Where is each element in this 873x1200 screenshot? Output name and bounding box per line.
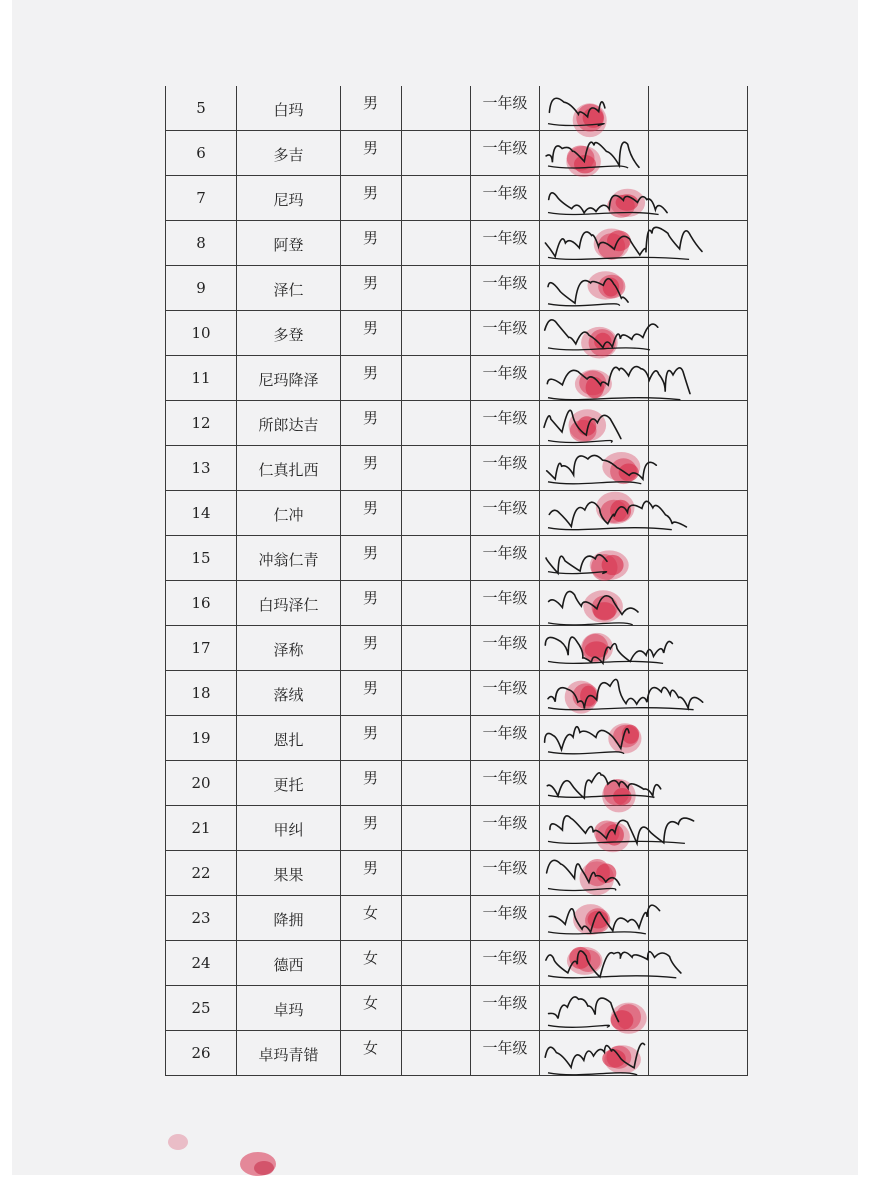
row-number-cell (166, 491, 237, 536)
student-name-cell (237, 176, 341, 221)
row-number-cell (166, 536, 237, 581)
table-row (166, 221, 748, 266)
gender-cell (341, 311, 402, 356)
grade-level: 一年级 (482, 229, 528, 247)
row-number-cell (166, 986, 237, 1031)
gender-cell (341, 671, 402, 716)
grade-level: 一年级 (482, 499, 528, 517)
gender: 男 (363, 409, 379, 427)
signature-cell (540, 671, 649, 716)
empty-cell (649, 86, 748, 131)
row-number-cell (166, 716, 237, 761)
row-number-cell (166, 446, 237, 491)
student-name: 多吉 (273, 146, 304, 164)
empty-cell (402, 581, 471, 626)
grade-cell (471, 266, 540, 311)
gender: 男 (363, 634, 379, 652)
signature-cell (540, 131, 649, 176)
empty-cell (402, 446, 471, 491)
grade-level: 一年级 (482, 454, 528, 472)
grade-cell (471, 311, 540, 356)
signature-cell (540, 446, 649, 491)
student-roster-table (165, 86, 748, 1076)
grade-cell (471, 581, 540, 626)
table-row (166, 446, 748, 491)
signature-cell (540, 896, 649, 941)
row-number-cell (166, 581, 237, 626)
gender-cell (341, 446, 402, 491)
student-name-cell (237, 941, 341, 986)
student-name-cell (237, 401, 341, 446)
signature-cell (540, 491, 649, 536)
student-name: 泽称 (273, 641, 304, 659)
empty-cell (402, 626, 471, 671)
gender-cell (341, 266, 402, 311)
row-number-cell (166, 1031, 237, 1076)
row-number-cell (166, 176, 237, 221)
grade-level: 一年级 (482, 859, 528, 877)
signature-cell (540, 86, 649, 131)
empty-cell (402, 311, 471, 356)
gender: 男 (363, 184, 379, 202)
grade-cell (471, 986, 540, 1031)
grade-level: 一年级 (482, 274, 528, 292)
student-name-cell (237, 86, 341, 131)
empty-cell (649, 401, 748, 446)
empty-cell (649, 1031, 748, 1076)
gender-cell (341, 356, 402, 401)
gender-cell (341, 581, 402, 626)
grade-level: 一年级 (482, 364, 528, 382)
student-name-cell (237, 131, 341, 176)
empty-cell (402, 1031, 471, 1076)
grade-level: 一年级 (482, 814, 528, 832)
empty-cell (649, 716, 748, 761)
empty-cell (649, 221, 748, 266)
student-name-cell (237, 626, 341, 671)
row-number-cell (166, 356, 237, 401)
gender-cell (341, 626, 402, 671)
row-number: 16 (191, 594, 211, 612)
row-number: 12 (191, 414, 211, 432)
row-number: 22 (191, 864, 211, 882)
gender: 男 (363, 544, 379, 562)
empty-cell (649, 671, 748, 716)
student-name-cell (237, 491, 341, 536)
grade-level: 一年级 (482, 994, 528, 1012)
empty-cell (402, 491, 471, 536)
row-number: 9 (196, 279, 206, 297)
student-name-cell (237, 896, 341, 941)
table-row (166, 401, 748, 446)
student-name: 阿登 (273, 236, 304, 254)
gender: 男 (363, 679, 379, 697)
gender: 男 (363, 364, 379, 382)
gender: 男 (363, 229, 379, 247)
roster-body (166, 86, 748, 1076)
grade-level: 一年级 (482, 904, 528, 922)
signature-cell (540, 266, 649, 311)
empty-cell (649, 806, 748, 851)
student-name: 落绒 (273, 686, 304, 704)
gender-cell (341, 1031, 402, 1076)
row-number: 19 (191, 729, 211, 747)
gender: 女 (363, 994, 379, 1012)
table-row (166, 536, 748, 581)
student-name-cell (237, 716, 341, 761)
student-name: 尼玛 (273, 191, 304, 209)
empty-cell (649, 536, 748, 581)
signature-cell (540, 1031, 649, 1076)
grade-cell (471, 851, 540, 896)
grade-cell (471, 761, 540, 806)
table-row (166, 581, 748, 626)
student-name: 仁冲 (273, 506, 304, 524)
empty-cell (649, 356, 748, 401)
grade-level: 一年级 (482, 544, 528, 562)
table-row (166, 266, 748, 311)
empty-cell (649, 131, 748, 176)
student-name-cell (237, 311, 341, 356)
row-number-cell (166, 131, 237, 176)
row-number-cell (166, 266, 237, 311)
student-name-cell (237, 761, 341, 806)
empty-cell (649, 266, 748, 311)
signature-cell (540, 806, 649, 851)
gender: 男 (363, 319, 379, 337)
row-number: 20 (191, 774, 211, 792)
row-number-cell (166, 941, 237, 986)
gender-cell (341, 221, 402, 266)
row-number: 17 (191, 639, 211, 657)
row-number: 6 (196, 144, 206, 162)
student-name-cell (237, 221, 341, 266)
grade-level: 一年级 (482, 409, 528, 427)
row-number: 14 (191, 504, 211, 522)
empty-cell (402, 131, 471, 176)
grade-cell (471, 941, 540, 986)
row-number: 21 (191, 819, 211, 837)
row-number-cell (166, 896, 237, 941)
empty-cell (649, 446, 748, 491)
gender-cell (341, 491, 402, 536)
table-row (166, 896, 748, 941)
empty-cell (649, 896, 748, 941)
grade-cell (471, 176, 540, 221)
student-name: 恩扎 (273, 731, 304, 749)
empty-cell (402, 401, 471, 446)
row-number-cell (166, 851, 237, 896)
signature-cell (540, 986, 649, 1031)
student-name-cell (237, 851, 341, 896)
student-name: 降拥 (273, 911, 304, 929)
table-row (166, 356, 748, 401)
student-name-cell (237, 536, 341, 581)
empty-cell (402, 266, 471, 311)
empty-cell (649, 491, 748, 536)
student-name-cell (237, 581, 341, 626)
empty-cell (649, 851, 748, 896)
gender-cell (341, 131, 402, 176)
row-number-cell (166, 761, 237, 806)
row-number: 25 (191, 999, 211, 1017)
row-number-cell (166, 311, 237, 356)
grade-level: 一年级 (482, 679, 528, 697)
grade-cell (471, 86, 540, 131)
grade-cell (471, 491, 540, 536)
row-number-cell (166, 806, 237, 851)
student-name-cell (237, 266, 341, 311)
grade-level: 一年级 (482, 319, 528, 337)
row-number-cell (166, 401, 237, 446)
empty-cell (649, 311, 748, 356)
grade-cell (471, 131, 540, 176)
row-number: 23 (191, 909, 211, 927)
table-row (166, 626, 748, 671)
student-name: 仁真扎西 (258, 461, 319, 479)
grade-cell (471, 221, 540, 266)
table-row (166, 806, 748, 851)
gender: 女 (363, 949, 379, 967)
grade-cell (471, 626, 540, 671)
signature-cell (540, 716, 649, 761)
gender-cell (341, 716, 402, 761)
grade-level: 一年级 (482, 184, 528, 202)
student-name: 卓玛青错 (258, 1046, 319, 1064)
student-name: 德西 (273, 956, 304, 974)
gender: 男 (363, 454, 379, 472)
empty-cell (402, 86, 471, 131)
table-row (166, 131, 748, 176)
row-number-cell (166, 671, 237, 716)
grade-level: 一年级 (482, 1039, 528, 1057)
grade-level: 一年级 (482, 139, 528, 157)
gender: 女 (363, 904, 379, 922)
empty-cell (649, 581, 748, 626)
empty-cell (649, 941, 748, 986)
table-row (166, 671, 748, 716)
empty-cell (649, 626, 748, 671)
table-row (166, 491, 748, 536)
row-number: 26 (191, 1044, 211, 1062)
student-name-cell (237, 446, 341, 491)
gender-cell (341, 86, 402, 131)
table-row (166, 1031, 748, 1076)
grade-level: 一年级 (482, 589, 528, 607)
gender-cell (341, 851, 402, 896)
signature-cell (540, 311, 649, 356)
student-name: 白玛 (273, 101, 304, 119)
table-row (166, 86, 748, 131)
gender-cell (341, 176, 402, 221)
gender-cell (341, 986, 402, 1031)
gender: 男 (363, 814, 379, 832)
student-name: 卓玛 (273, 1001, 304, 1019)
signature-cell (540, 221, 649, 266)
gender: 男 (363, 139, 379, 157)
row-number: 8 (196, 234, 206, 252)
student-name-cell (237, 1031, 341, 1076)
student-name: 果果 (273, 866, 304, 884)
row-number: 15 (191, 549, 211, 567)
empty-cell (402, 356, 471, 401)
table-row (166, 716, 748, 761)
grade-level: 一年级 (482, 94, 528, 112)
gender: 男 (363, 724, 379, 742)
empty-cell (402, 761, 471, 806)
empty-cell (402, 851, 471, 896)
empty-cell (402, 671, 471, 716)
grade-cell (471, 446, 540, 491)
row-number-cell (166, 626, 237, 671)
grade-cell (471, 356, 540, 401)
empty-cell (402, 896, 471, 941)
grade-cell (471, 1031, 540, 1076)
grade-level: 一年级 (482, 949, 528, 967)
grade-cell (471, 806, 540, 851)
row-number-cell (166, 221, 237, 266)
gender-cell (341, 536, 402, 581)
stray-thumbprint-smudge (160, 1128, 290, 1183)
grade-cell (471, 671, 540, 716)
student-name: 更托 (273, 776, 304, 794)
gender: 男 (363, 769, 379, 787)
empty-cell (402, 716, 471, 761)
row-number: 13 (191, 459, 211, 477)
table-row (166, 941, 748, 986)
grade-level: 一年级 (482, 724, 528, 742)
gender-cell (341, 806, 402, 851)
grade-cell (471, 536, 540, 581)
student-name: 甲纠 (273, 821, 304, 839)
empty-cell (402, 941, 471, 986)
empty-cell (402, 221, 471, 266)
gender: 男 (363, 274, 379, 292)
row-number: 11 (191, 369, 211, 387)
grade-level: 一年级 (482, 634, 528, 652)
student-name: 冲翁仁青 (258, 551, 319, 569)
signature-cell (540, 581, 649, 626)
empty-cell (402, 536, 471, 581)
row-number: 5 (196, 99, 206, 117)
grade-level: 一年级 (482, 769, 528, 787)
table-row (166, 761, 748, 806)
signature-cell (540, 626, 649, 671)
signature-cell (540, 761, 649, 806)
empty-cell (649, 761, 748, 806)
student-name: 尼玛降泽 (258, 371, 319, 389)
grade-cell (471, 896, 540, 941)
table-row (166, 986, 748, 1031)
student-name-cell (237, 671, 341, 716)
grade-cell (471, 401, 540, 446)
empty-cell (649, 986, 748, 1031)
empty-cell (402, 176, 471, 221)
gender-cell (341, 941, 402, 986)
student-name: 白玛泽仁 (258, 596, 319, 614)
gender-cell (341, 761, 402, 806)
row-number-cell (166, 86, 237, 131)
grade-cell (471, 716, 540, 761)
gender-cell (341, 401, 402, 446)
gender: 男 (363, 589, 379, 607)
empty-cell (402, 986, 471, 1031)
signature-cell (540, 401, 649, 446)
student-name-cell (237, 356, 341, 401)
gender: 男 (363, 859, 379, 877)
student-name-cell (237, 806, 341, 851)
row-number: 18 (191, 684, 211, 702)
gender: 女 (363, 1039, 379, 1057)
row-number: 24 (191, 954, 211, 972)
student-name-cell (237, 986, 341, 1031)
empty-cell (649, 176, 748, 221)
signature-cell (540, 851, 649, 896)
gender: 男 (363, 94, 379, 112)
student-name: 所郎达吉 (258, 416, 319, 434)
signature-cell (540, 941, 649, 986)
signature-cell (540, 356, 649, 401)
table-row (166, 311, 748, 356)
signature-cell (540, 176, 649, 221)
empty-cell (402, 806, 471, 851)
row-number: 7 (196, 189, 206, 207)
row-number: 10 (191, 324, 211, 342)
gender: 男 (363, 499, 379, 517)
signature-cell (540, 536, 649, 581)
table-row (166, 851, 748, 896)
gender-cell (341, 896, 402, 941)
table-row (166, 176, 748, 221)
student-name: 多登 (273, 326, 304, 344)
student-name: 泽仁 (273, 281, 304, 299)
